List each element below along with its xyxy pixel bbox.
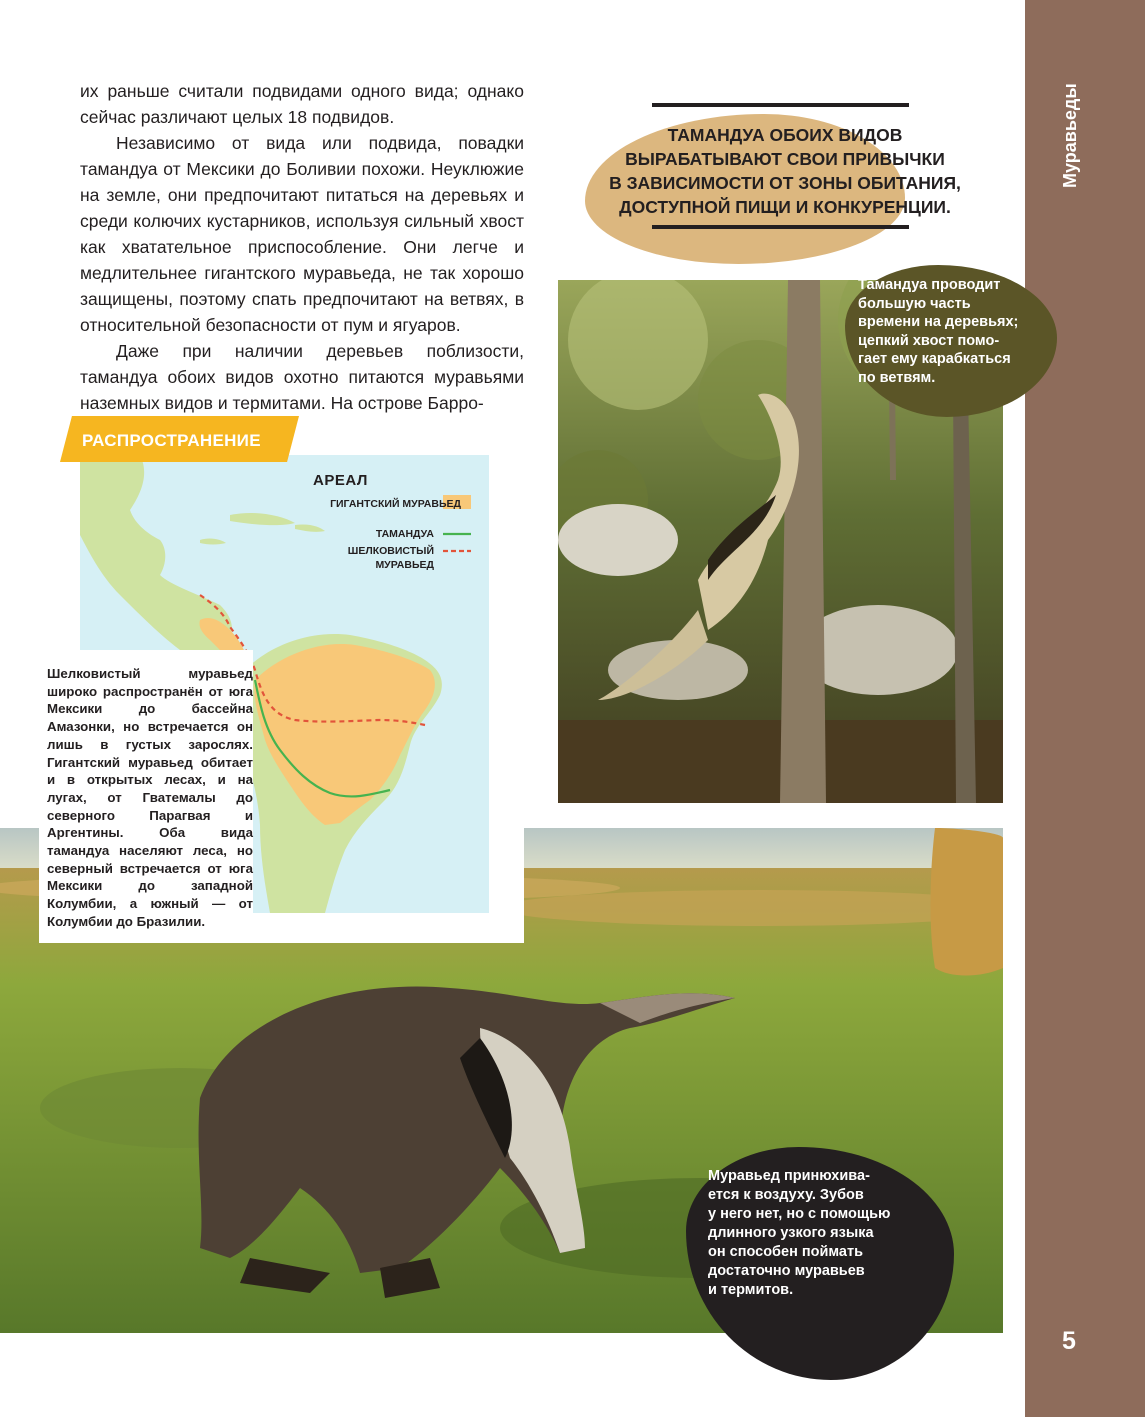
legend-giant-anteater: ГИГАНТСКИЙ МУРАВЬЕД: [330, 498, 461, 510]
caption-line: Муравьед принюхива-: [708, 1168, 870, 1184]
page-number: 5: [1062, 1327, 1076, 1355]
caption-line: гает ему карабкаться: [858, 351, 1011, 367]
caption-line: по ветвям.: [858, 369, 936, 386]
sidebar: [1025, 0, 1145, 1417]
caption-line: у него нет, но с помощью: [708, 1206, 891, 1222]
pull-quote-bottom-rule: [652, 225, 909, 229]
caption-line: достаточно муравьев: [708, 1263, 865, 1279]
distribution-tag-label: РАСПРОСТРАНЕНИЕ: [82, 431, 261, 450]
pull-quote-top-rule: [652, 103, 909, 107]
caption-line: и термитов.: [708, 1282, 794, 1298]
pull-quote: [592, 123, 978, 219]
caption-line: длинного узкого языка: [708, 1225, 874, 1241]
caption-line: Тамандуа проводит: [858, 277, 1001, 293]
section-title: Муравьеды: [1060, 83, 1080, 188]
map-caption: Шелковистый муравьед широко распространён от юга Мексики до бассейна Амазонки, но встречается он лишь в густых зарослях. Гигантский муравьед обитает и в открытых лесах, и на лугах, от Гватемалы до северного Парагвая и Аргентины. Оба вида тамандуа населяют леса, но северный встречается от юга Мексики до западной Колумбии, а южный — от Колумбии до Бразилии.: [47, 666, 253, 929]
caption-line: цепкий хвост помо-: [858, 332, 1000, 349]
tamandua-caption: [858, 276, 1048, 387]
legend-silky-anteater-line1: ШЕЛКОВИСТЫЙ: [347, 545, 434, 557]
caption-line: времени на деревьях;: [858, 314, 1019, 330]
paragraph: Даже при наличии деревьев поблизости, тамандуа обоих видов охотно питаются муравьями наземных видов и термитами. На острове Барро-: [80, 341, 524, 413]
legend-tamandua: ТАМАНДУА: [375, 528, 434, 540]
caption-line: он способен поймать: [708, 1244, 864, 1260]
body-text: [80, 78, 524, 416]
anteater-caption: [708, 1167, 938, 1300]
pull-quote-line: ДОСТУПНОЙ ПИЩИ И КОНКУРЕНЦИИ.: [619, 197, 951, 217]
legend-title: АРЕАЛ: [313, 472, 368, 489]
caption-line: ется к воздуху. Зубов: [708, 1187, 864, 1203]
paragraph: их раньше считали подвидами одного вида; однако сейчас различают целых 18 подвидов.: [80, 81, 524, 127]
caption-line: большую часть: [858, 295, 971, 312]
pull-quote-line: ВЫРАБАТЫВАЮТ СВОИ ПРИВЫЧКИ: [625, 149, 945, 169]
pull-quote-line: В ЗАВИСИМОСТИ ОТ ЗОНЫ ОБИТАНИЯ,: [609, 173, 961, 193]
pull-quote-line: ТАМАНДУА ОБОИХ ВИДОВ: [667, 125, 903, 145]
legend-silky-anteater-line2: МУРАВЬЕД: [375, 559, 434, 571]
paragraph: Независимо от вида или подвида, повадки тамандуа от Мексики до Боливии похожи. Неуклюжие на земле, они предпочитают питаться на деревьях и среди колючих кустарников, используя сильный хвост как хватательное приспособление. Они легче и медлительнее гигантского муравьеда, не так хорошо защищены, поэтому спать предпочитают на ветвях, в относительной безопасности от пум и ягуаров.: [80, 133, 524, 335]
